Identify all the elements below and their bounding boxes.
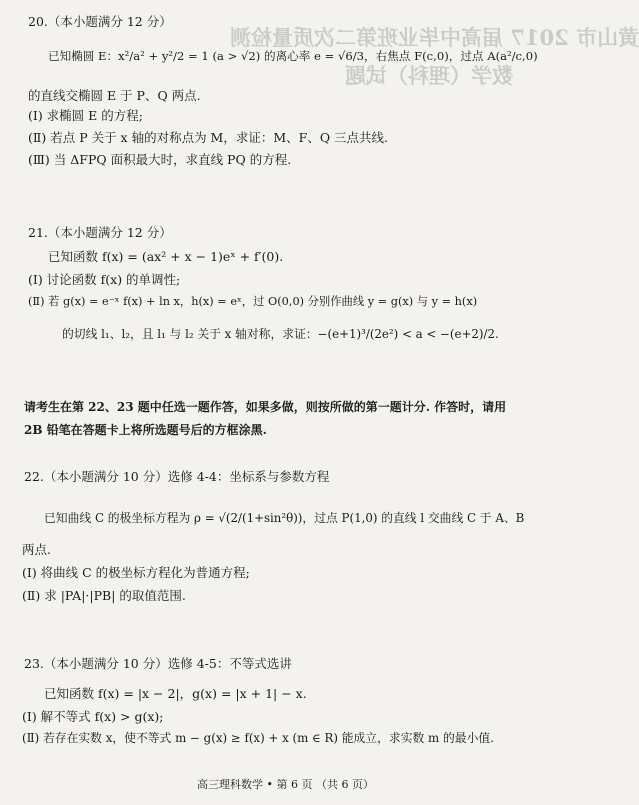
q20-line-3: (Ⅰ) 求椭圆 E 的方程;	[28, 108, 143, 123]
bleed-through-title: 黄山市 2017 届高中毕业班第二次质量检测	[230, 25, 639, 50]
q21-line-2: (Ⅰ) 讨论函数 f(x) 的单调性;	[28, 272, 181, 287]
q22-line-4: (Ⅱ) 求 |PA|·|PB| 的取值范围.	[22, 588, 186, 603]
q20-line-2: 的直线交椭圆 E 于 P、Q 两点.	[28, 88, 201, 103]
q21-line-1: 已知函数 f(x) = (ax² + x − 1)eˣ + f′(0).	[48, 249, 284, 264]
q20-header: 20.（本小题满分 12 分）	[28, 14, 172, 29]
q22-line-2: 两点.	[22, 542, 51, 557]
bleed-through-subtitle: 数学（理科）试题	[345, 63, 513, 88]
page-footer: 高三理科数学 • 第 6 页 （共 6 页）	[197, 778, 374, 791]
q20-line-5: (Ⅲ) 当 ΔFPQ 面积最大时，求直线 PQ 的方程.	[28, 152, 292, 167]
q21-header: 21.（本小题满分 12 分）	[28, 225, 172, 240]
choice-notice-line-1: 请考生在第 22、23 题中任选一题作答，如果多做，则按所做的第一题计分. 作答时，请用	[24, 400, 507, 414]
q22-header: 22.（本小题满分 10 分）选修 4-4：坐标系与参数方程	[24, 469, 330, 484]
q20-line-4: (Ⅱ) 若点 P 关于 x 轴的对称点为 M，求证：M、F、Q 三点共线.	[28, 130, 389, 145]
q20-line-1: 已知椭圆 E：x²/a² + y²/2 = 1 (a > √2) 的离心率 e = √6/3，右焦点 F(c,0)，过点 A(a²/c,0)	[48, 49, 538, 63]
q23-header: 23.（本小题满分 10 分）选修 4-5：不等式选讲	[24, 656, 292, 671]
choice-notice-line-2: 2B 铅笔在答题卡上将所选题号后的方框涂黑.	[24, 423, 267, 437]
q23-line-1: 已知函数 f(x) = |x − 2|，g(x) = |x + 1| − x.	[44, 686, 307, 701]
q23-line-2: (Ⅰ) 解不等式 f(x) > g(x);	[22, 709, 164, 724]
q22-line-1: 已知曲线 C 的极坐标方程为 ρ = √(2/(1+sin²θ))，过点 P(1,0) 的直线 l 交曲线 C 于 A、B	[44, 511, 525, 525]
q23-line-3: (Ⅱ) 若存在实数 x，使不等式 m − g(x) ≥ f(x) + x (m ∈ R) 能成立，求实数 m 的最小值.	[22, 731, 494, 745]
q21-line-4: 的切线 l₁、l₂，且 l₁ 与 l₂ 关于 x 轴对称，求证：−(e+1)³/(2e²) < a < −(e+2)/2.	[62, 327, 499, 341]
q22-line-3: (Ⅰ) 将曲线 C 的极坐标方程化为普通方程;	[22, 565, 250, 580]
q21-line-3: (Ⅱ) 若 g(x) = e⁻ˣ f(x) + ln x，h(x) = eˣ，过 O(0,0) 分别作曲线 y = g(x) 与 y = h(x)	[28, 295, 478, 308]
